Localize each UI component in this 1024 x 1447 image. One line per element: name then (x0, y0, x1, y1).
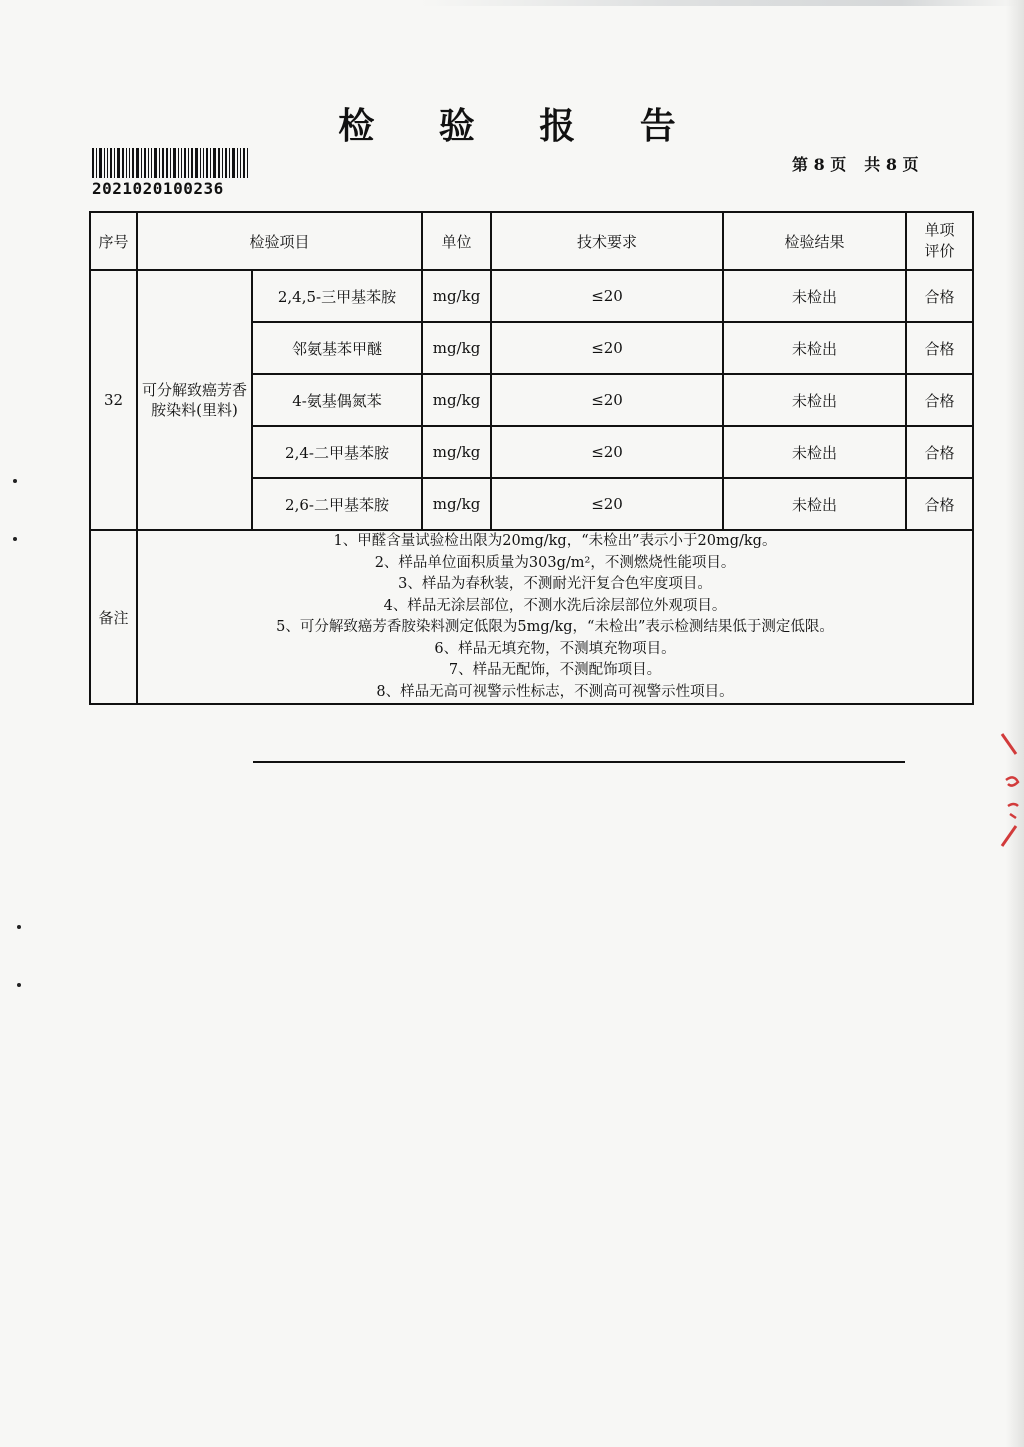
row-unit: mg/kg (422, 374, 491, 426)
barcode-icon (92, 148, 250, 178)
barcode-bar (166, 148, 168, 178)
barcode-bar (141, 148, 142, 178)
barcode-bar (151, 148, 152, 178)
barcode-bar (206, 148, 208, 178)
page-total: 共 8 页 (864, 155, 919, 174)
barcode-bar (132, 148, 134, 178)
note-item: 8、样品无高可视警示性标志，不测高可视警示性项目。 (376, 683, 734, 700)
scan-dot (17, 925, 21, 929)
barcode-bar (247, 148, 248, 178)
header-evaluation: 单项 评价 (906, 212, 973, 270)
barcode-bar (243, 148, 245, 178)
report-title: 检 验 报 告 (338, 105, 702, 147)
notes-label: 备注 (90, 530, 137, 704)
note-item: 3、样品为春秋装，不测耐光汗复合色牢度项目。 (398, 576, 712, 592)
header-item: 检验项目 (137, 212, 422, 270)
row-requirement: ≤20 (491, 426, 723, 478)
scan-dot (13, 537, 17, 541)
barcode-bar (188, 148, 189, 178)
barcode-bar (200, 148, 201, 178)
row-requirement: ≤20 (491, 270, 723, 322)
group-index: 32 (90, 270, 137, 530)
scan-top-edge (420, 0, 1020, 6)
scan-dot (13, 479, 17, 483)
barcode-bar (237, 148, 238, 178)
row-evaluation: 合格 (906, 426, 973, 478)
barcode-bar (107, 148, 108, 178)
header-index: 序号 (90, 212, 137, 270)
note-item: 4、样品无涂层部位，不测水洗后涂层部位外观项目。 (383, 597, 727, 614)
header-unit: 单位 (422, 212, 491, 270)
row-unit: mg/kg (422, 322, 491, 374)
barcode-bar (129, 148, 130, 178)
barcode-bar (96, 148, 97, 178)
barcode-bar (229, 148, 230, 178)
notes-row (90, 530, 973, 704)
barcode-bar (195, 148, 198, 178)
seal-fragment-icon (1000, 730, 1024, 850)
barcode-bar (148, 148, 149, 178)
table-header-row (90, 212, 973, 270)
barcode-bar (114, 148, 115, 178)
barcode-bar (126, 148, 127, 178)
note-item: 2、样品单位面积质量为303g/m²，不测燃烧性能项目。 (374, 554, 736, 571)
row-evaluation: 合格 (906, 374, 973, 426)
row-unit: mg/kg (422, 270, 491, 322)
barcode-bar (162, 148, 164, 178)
barcode-bar (191, 148, 193, 178)
barcode-bar (92, 148, 94, 178)
barcode-bar (225, 148, 227, 178)
barcode-bar (210, 148, 211, 178)
barcode-bar (99, 148, 102, 178)
barcode-bar (240, 148, 241, 178)
barcode-bar (122, 148, 124, 178)
row-evaluation: 合格 (906, 478, 973, 530)
barcode-bar (144, 148, 146, 178)
row-requirement: ≤20 (491, 322, 723, 374)
page-current: 第 8 页 (792, 155, 847, 174)
group-name: 可分解致癌芳香胺染料(里料) (137, 270, 252, 530)
barcode-bar (181, 148, 182, 178)
barcode-bar (154, 148, 157, 178)
note-item: 6、样品无填充物，不测填充物项目。 (434, 640, 676, 657)
end-rule (253, 761, 905, 763)
row-requirement: ≤20 (491, 478, 723, 530)
note-item: 1、甲醛含量试验检出限为20mg/kg，“未检出”表示小于20mg/kg。 (333, 533, 777, 549)
barcode-number: 2021020100236 (92, 179, 224, 198)
barcode-bar (173, 148, 176, 178)
barcode-bar (136, 148, 139, 178)
note-item: 5、可分解致癌芳香胺染料测定低限为5mg/kg，“未检出”表示检测结果低于测定低限。 (276, 619, 834, 635)
barcode-bar (218, 148, 220, 178)
row-item: 4-氨基偶氮苯 (252, 374, 422, 426)
page-indicator (792, 152, 919, 175)
barcode-bar (104, 148, 105, 178)
row-item: 2,4,5-三甲基苯胺 (252, 270, 422, 322)
row-requirement: ≤20 (491, 374, 723, 426)
barcode-bar (222, 148, 223, 178)
barcode-bar (170, 148, 171, 178)
row-result: 未检出 (723, 270, 906, 322)
row-result: 未检出 (723, 374, 906, 426)
row-unit: mg/kg (422, 426, 491, 478)
notes-list (137, 530, 973, 704)
row-result: 未检出 (723, 322, 906, 374)
note-item: 7、样品无配饰，不测配饰项目。 (448, 662, 662, 678)
row-item: 2,4-二甲基苯胺 (252, 426, 422, 478)
barcode-bar (117, 148, 120, 178)
inspection-table (89, 211, 974, 705)
scan-dot (17, 983, 21, 987)
scan-right-edge (1006, 0, 1024, 1447)
table-row (90, 270, 973, 322)
row-item: 2,6-二甲基苯胺 (252, 478, 422, 530)
barcode-bar (110, 148, 112, 178)
row-evaluation: 合格 (906, 270, 973, 322)
row-result: 未检出 (723, 426, 906, 478)
row-unit: mg/kg (422, 478, 491, 530)
barcode-bar (184, 148, 186, 178)
row-result: 未检出 (723, 478, 906, 530)
header-requirement: 技术要求 (491, 212, 723, 270)
barcode-bar (178, 148, 179, 178)
barcode-bar (213, 148, 216, 178)
row-evaluation: 合格 (906, 322, 973, 374)
row-item: 邻氨基苯甲醚 (252, 322, 422, 374)
barcode-bar (203, 148, 204, 178)
barcode-bar (159, 148, 160, 178)
header-result: 检验结果 (723, 212, 906, 270)
barcode-bar (232, 148, 235, 178)
